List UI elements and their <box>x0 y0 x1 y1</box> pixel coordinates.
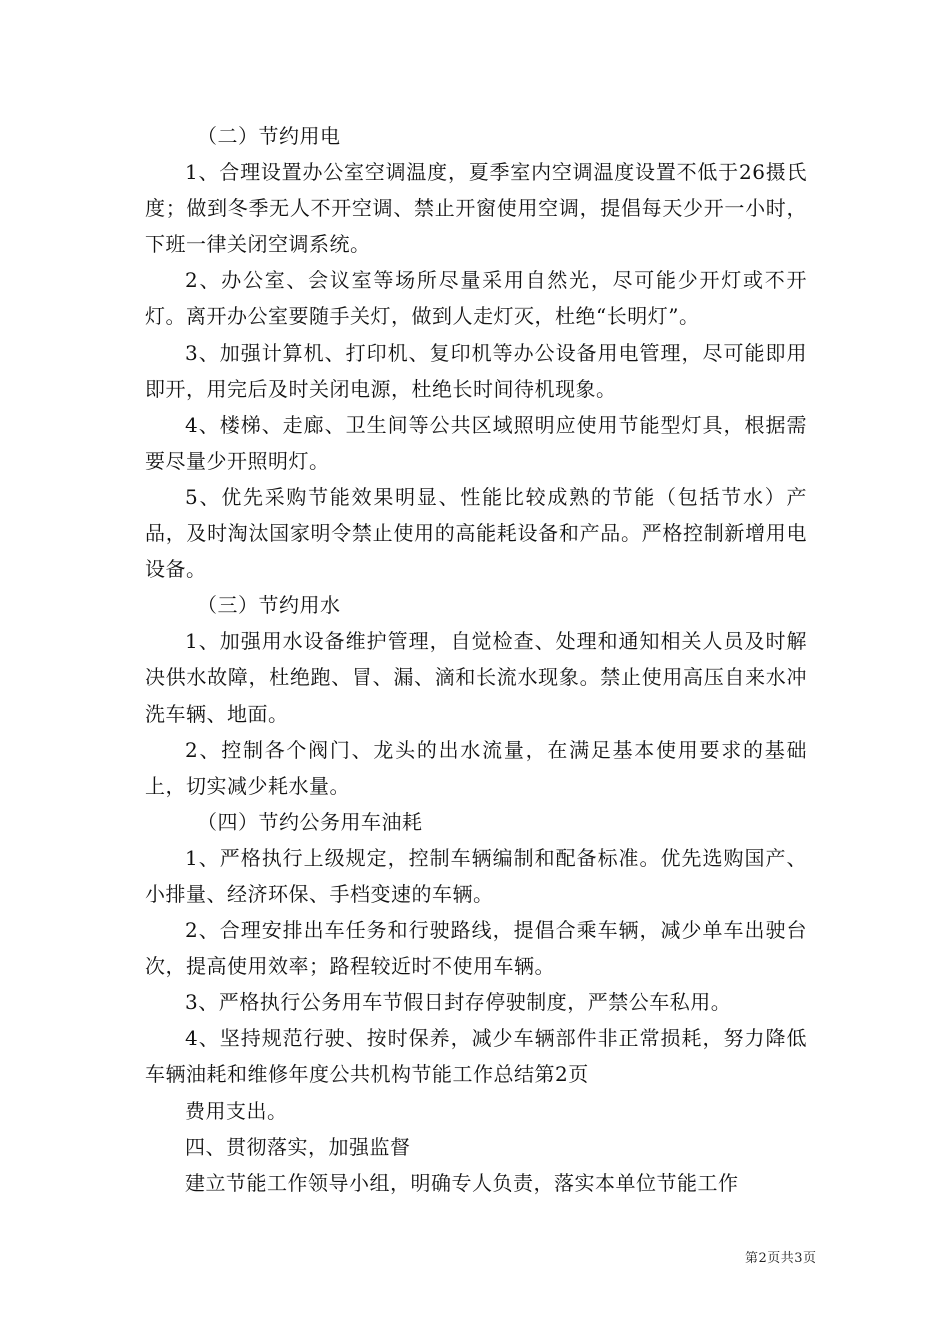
paragraph: 1、严格执行上级规定，控制车辆编制和配备标准。优先选购国产、小排量、经济环保、手档变速的车辆。 <box>145 845 807 906</box>
paragraph: 2、合理安排出车任务和行驶路线，提倡合乘车辆，减少单车出驶台次，提高使用效率；路程较近时不使用车辆。 <box>145 918 807 979</box>
paragraph: 2、办公室、会议室等场所尽量采用自然光，尽可能少开灯或不开灯。离开办公室要随手关灯，做到人走灯灭，杜绝“长明灯”。 <box>145 268 807 329</box>
paragraph: 1、加强用水设备维护管理，自觉检查、处理和通知相关人员及时解决供水故障，杜绝跑、冒、漏、滴和长流水现象。禁止使用高压自来水冲洗车辆、地面。 <box>145 629 807 726</box>
paragraph: 3、加强计算机、打印机、复印机等办公设备用电管理，尽可能即用即开，用完后及时关闭电源，杜绝长时间待机现象。 <box>145 340 807 401</box>
document-body <box>145 118 807 1201</box>
section-heading-implementation: 四、贯彻落实，加强监督 <box>185 1134 411 1159</box>
paragraph: 建立节能工作领导小组，明确专人负责，落实本单位节能工作 <box>185 1170 739 1195</box>
paragraph: 3、严格执行公务用车节假日封存停驶制度，严禁公车私用。 <box>185 990 732 1015</box>
paragraph: 4、楼梯、走廊、卫生间等公共区域照明应使用节能型灯具，根据需要尽量少开照明灯。 <box>145 412 807 473</box>
paragraph: 费用支出。 <box>185 1098 288 1123</box>
section-heading-electricity: （二）节约用电 <box>197 124 341 148</box>
page-number: 第2页共3页 <box>745 1251 817 1266</box>
paragraph: 4、坚持规范行驶、按时保养，减少车辆部件非正常损耗，努力降低车辆油耗和维修年度公共机构节能工作总结第2页 <box>145 1026 807 1087</box>
section-heading-water: （三）节约用水 <box>197 593 341 618</box>
paragraph: 1、合理设置办公室空调温度，夏季室内空调温度设置不低于26摄氏度；做到冬季无人不开空调、禁止开窗使用空调，提倡每天少开一小时，下班一律关闭空调系统。 <box>145 160 807 257</box>
section-heading-vehicle-fuel: （四）节约公务用车油耗 <box>197 809 423 834</box>
paragraph: 5、优先采购节能效果明显、性能比较成熟的节能（包括节水）产品，及时淘汰国家明令禁止使用的高能耗设备和产品。严格控制新增用电设备。 <box>145 484 807 582</box>
paragraph: 2、控制各个阀门、龙头的出水流量，在满足基本使用要求的基础上，切实减少耗水量。 <box>145 737 807 798</box>
